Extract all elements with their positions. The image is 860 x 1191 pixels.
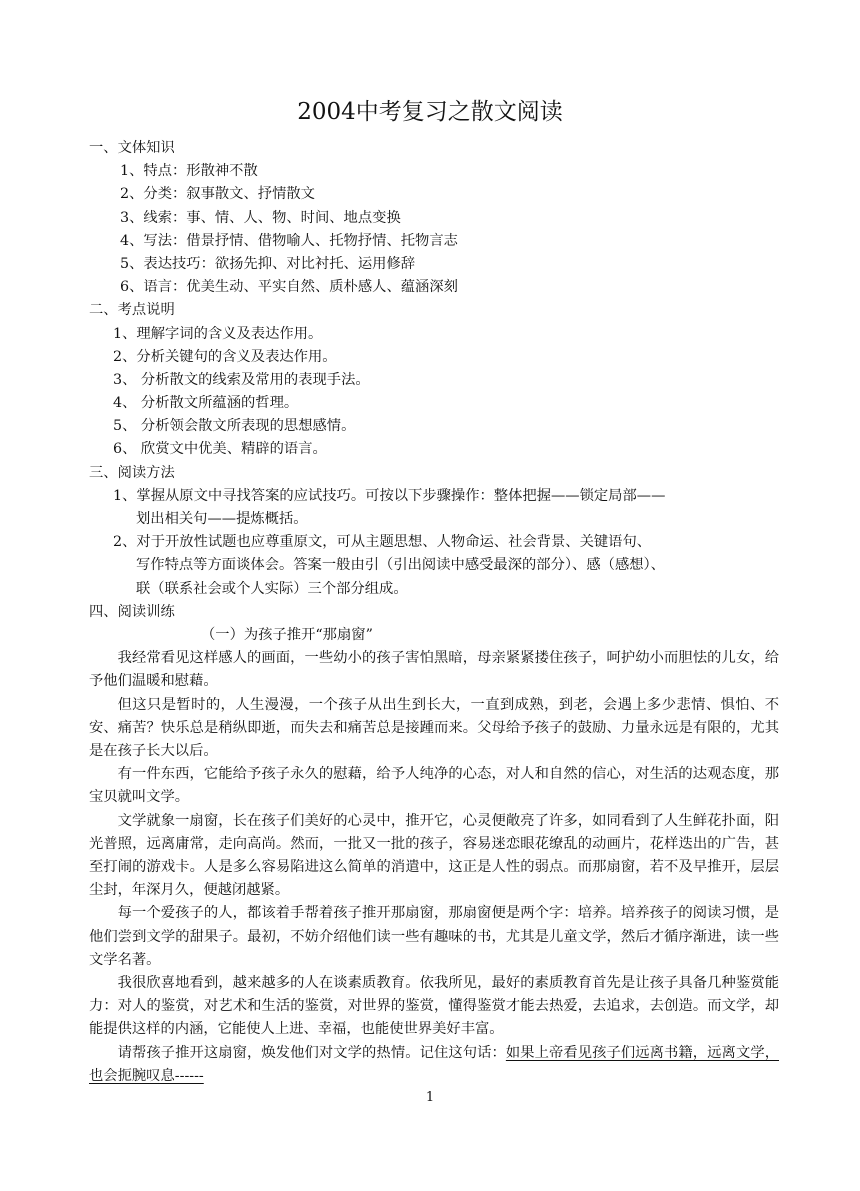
underlined-quote: 如果上帝看见孩子们远离书籍，远离文学，也会扼腕叹息------ (89, 1044, 779, 1084)
section-heading-4: 四、阅读训练 (89, 603, 175, 620)
article-title: （一）为孩子推开“那扇窗” (201, 626, 373, 643)
list-item: 2、分析关键句的含义及表达作用。 (113, 348, 337, 365)
section-heading-1: 一、文体知识 (89, 140, 175, 156)
list-item: 2、对于开放性试题也应尊重原文，可从主题思想、人物命运、社会背景、关键语句、 (113, 534, 652, 551)
list-item-continuation: 划出相关句——提炼概括。 (136, 511, 308, 527)
list-item: 1、掌握从原文中寻找答案的应试技巧。可按以下步骤操作：整体把握——锁定局部—— (113, 487, 666, 504)
list-item-continuation: 联（联系社会或个人实际）三个部分组成。 (136, 580, 408, 597)
paragraph: 文学就象一扇窗，长在孩子们美好的心灵中，推开它，心灵便敞亮了许多，如同看到了人生鲜花扑面，阳光普照，远离庸常，走向高尚。然而，一批又一批的孩子，容易迷恋眼花缭乱的动画片，花样迭出的广告，甚至打闹的游戏卡。人是多么容易陷进这么简单的消遣中，这正是人性的弱点。而那扇窗，若不及早推开，层层尘封，年深月久，便越闭越紧。 (89, 812, 779, 899)
list-item: 2、分类：叙事散文、抒情散文 (120, 186, 315, 203)
list-item: 3、线索：事、情、人、物、时间、地点变换 (120, 209, 401, 226)
paragraph: 每一个爱孩子的人，都该着手帮着孩子推开那扇窗，那扇窗便是两个字：培养。培养孩子的阅读习惯，是他们尝到文学的甜果子。最初，不妨介绍他们读一些有趣味的书，尤其是儿童文学，然后才循序渐进，读一些文学名著。 (89, 905, 779, 968)
list-item: 1、理解字词的含义及表达作用。 (113, 325, 323, 342)
list-item-continuation: 写作特点等方面谈体会。答案一般由引（引出阅读中感受最深的部分）、感（感想）、 (136, 557, 665, 574)
list-item: 5、 分析领会散文所表现的思想感情。 (113, 418, 356, 435)
list-item: 5、表达技巧：欲扬先抑、对比衬托、运用修辞 (120, 255, 416, 272)
list-item: 3、 分析散文的线索及常用的表现手法。 (113, 371, 370, 388)
paragraph: 我很欣喜地看到，越来越多的人在谈素质教育。依我所见，最好的素质教育首先是让孩子具备几种鉴赏能力：对人的鉴赏，对艺术和生活的鉴赏，对世界的鉴赏，懂得鉴赏才能去热爱，去追求，去创造。而文学，却能提供这样的内涵，它能使人上进、幸福，也能使世界美好丰富。 (89, 974, 779, 1038)
page-number: 1 (425, 1090, 435, 1105)
paragraph: 有一件东西，它能给予孩子永久的慰藉，给予人纯净的心态，对人和自然的信心，对生活的达观态度，那宝贝就叫文学。 (89, 766, 779, 806)
document-body (89, 137, 779, 1088)
last-paragraph (89, 1042, 779, 1088)
list-item: 4、写法：借景抒情、借物喻人、托物抒情、托物言志 (120, 232, 458, 249)
list-item: 1、特点：形散神不散 (120, 163, 258, 180)
list-item: 6、语言：优美生动、平实自然、质朴感人、蕴涵深刻 (120, 279, 458, 296)
list-item: 6、 欣赏文中优美、精辟的语言。 (113, 441, 327, 458)
section-heading-3: 三、阅读方法 (89, 464, 175, 481)
paragraph: 但这只是暂时的，人生漫漫，一个孩子从出生到长大，一直到成熟，到老，会遇上多少悲情、惧怕、不安、痛苦？快乐总是稍纵即逝，而失去和痛苦总是接踵而来。父母给予孩子的鼓励、力量永远是有限的，尤其是在孩子长大以后。 (89, 696, 779, 759)
last-paragraph-text: 请帮孩子推开这扇窗，焕发他们对文学的热情。记住这句话： (117, 1044, 506, 1061)
list-item: 4、 分析散文所蕴涵的哲理。 (113, 395, 299, 412)
document-title: 2004中考复习之散文阅读 (297, 99, 563, 125)
section-heading-2: 二、考点说明 (89, 302, 175, 319)
paragraph: 我经常看见这样感人的画面，一些幼小的孩子害怕黑暗，母亲紧紧搂住孩子，呵护幼小而胆怯的儿女，给予他们温暖和慰藉。 (89, 650, 779, 690)
